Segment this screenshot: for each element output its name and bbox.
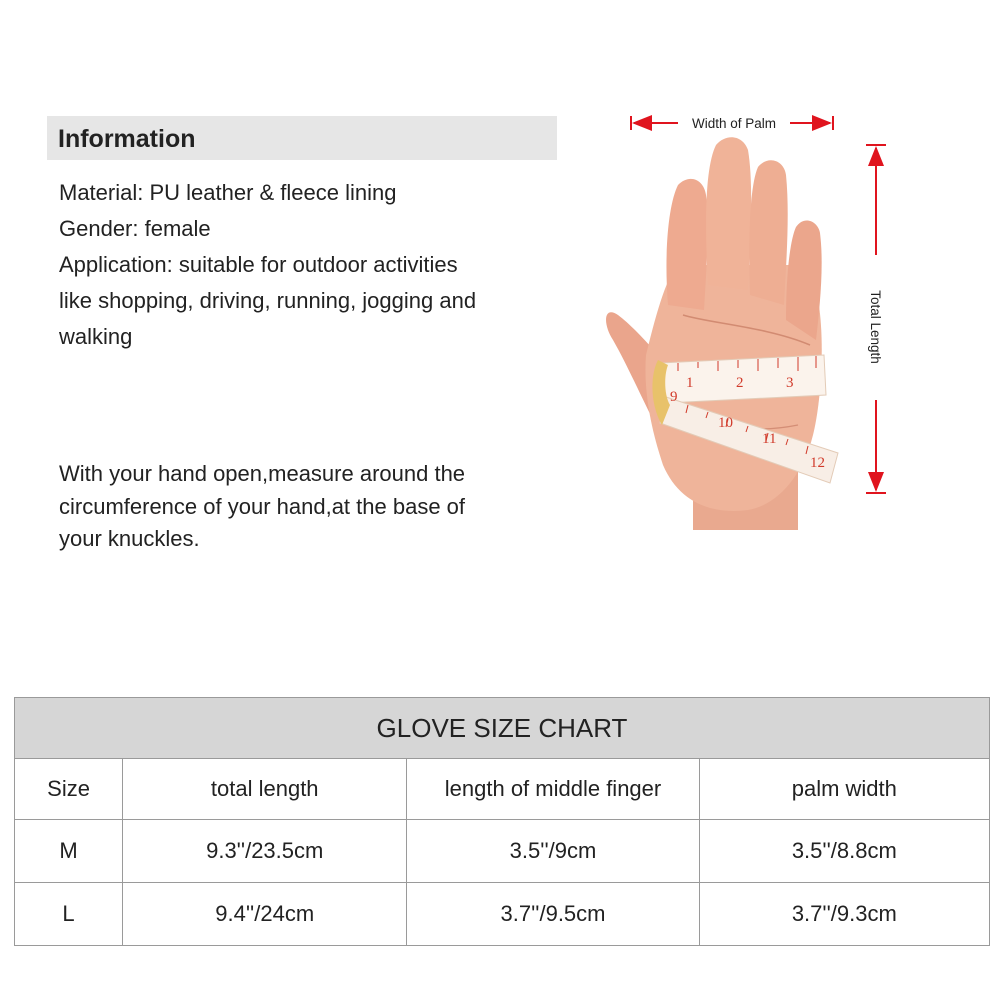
info-material: Material: PU leather & fleece lining: [59, 180, 397, 205]
tape-number: 2: [736, 375, 744, 391]
total-length-label: Total Length: [868, 290, 883, 364]
column-header-total-length: total length: [123, 759, 407, 820]
info-application-end: walking: [59, 324, 133, 349]
glove-size-chart: [14, 697, 990, 946]
cell-palm-width: 3.5''/8.8cm: [699, 820, 989, 883]
table-header-row: [15, 759, 990, 820]
cell-middle-finger: 3.5''/9cm: [407, 820, 699, 883]
tape-number: 9: [670, 389, 678, 405]
cell-total-length: 9.3''/23.5cm: [123, 820, 407, 883]
column-header-size: Size: [15, 759, 123, 820]
cell-size: M: [15, 820, 123, 883]
hand-image: [606, 137, 822, 530]
table-row: [15, 820, 990, 883]
info-gender: Gender: female: [59, 216, 211, 241]
column-header-middle-finger: length of middle finger: [407, 759, 699, 820]
info-application: Application: suitable for outdoor activities: [59, 252, 458, 277]
width-of-palm-label: Width of Palm: [691, 116, 777, 131]
product-info: [59, 175, 549, 355]
information-header: [47, 116, 557, 160]
cell-total-length: 9.4''/24cm: [123, 883, 407, 946]
size-chart-title: GLOVE SIZE CHART: [15, 698, 990, 759]
information-title: Information: [58, 125, 196, 153]
measure-instruction: [59, 458, 529, 556]
cell-middle-finger: 3.7''/9.5cm: [407, 883, 699, 946]
hand-measurement-diagram: [598, 105, 898, 535]
tape-number: 10: [718, 415, 733, 431]
table-row: [15, 883, 990, 946]
tape-number: 11: [762, 431, 777, 447]
instruction-line: your knuckles.: [59, 526, 200, 551]
cell-palm-width: 3.7''/9.3cm: [699, 883, 989, 946]
info-application-cont: like shopping, driving, running, jogging and: [59, 288, 477, 313]
cell-size: L: [15, 883, 123, 946]
instruction-line: With your hand open,measure around the: [59, 461, 466, 486]
instruction-line: circumference of your hand,at the base of: [59, 493, 466, 519]
tape-number: 12: [810, 455, 825, 471]
column-header-palm-width: palm width: [699, 759, 989, 820]
tape-number: 1: [686, 375, 694, 391]
tape-number: 3: [786, 375, 794, 391]
